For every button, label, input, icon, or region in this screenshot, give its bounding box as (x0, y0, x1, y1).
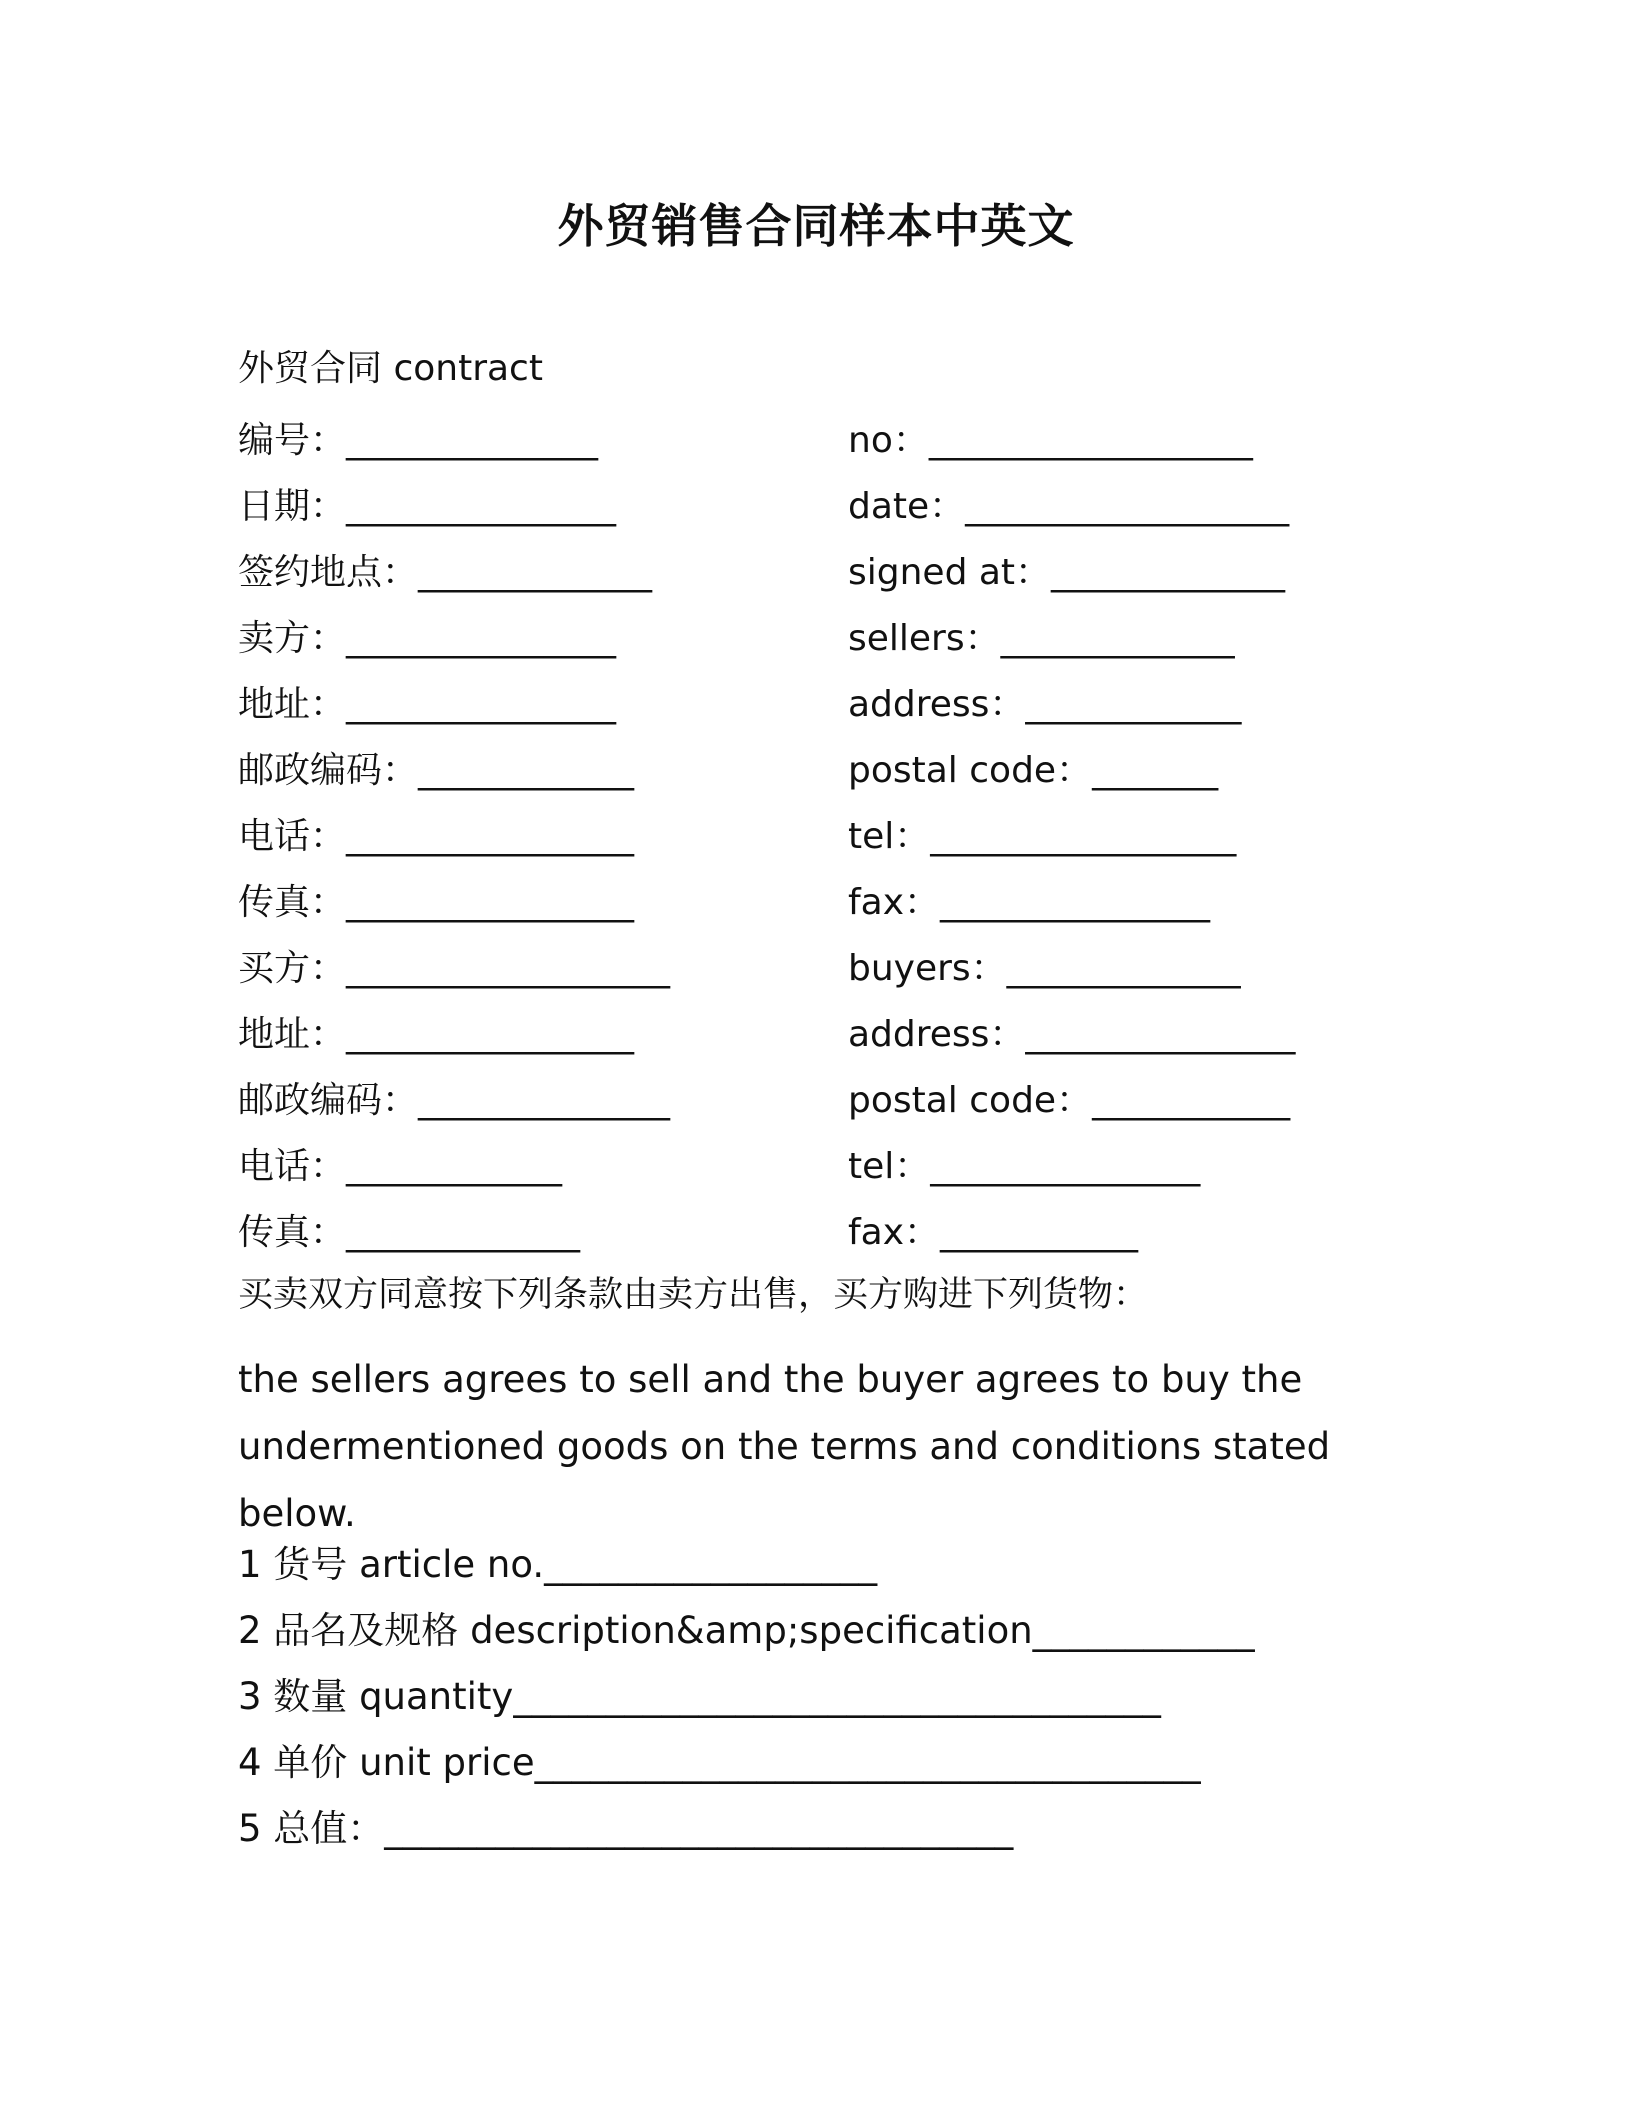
field-right: buyers：_____________ (848, 948, 1241, 989)
paragraph-line: undermentioned goods on the terms and conditions stated (238, 1425, 1331, 1468)
contract-item: 1 货号 article no.__________________ (238, 1543, 878, 1586)
field-row (0, 936, 1632, 1002)
field-row (0, 738, 1632, 804)
field-right: fax：_______________ (848, 882, 1211, 923)
field-row (0, 474, 1632, 540)
field-row (0, 1002, 1632, 1068)
field-left: 签约地点：_____________ (238, 552, 653, 593)
field-right: signed at：_____________ (848, 552, 1286, 593)
field-right: tel：_________________ (848, 816, 1237, 857)
field-row (0, 1068, 1632, 1134)
field-left: 传真：________________ (238, 882, 635, 923)
field-row (0, 1200, 1632, 1266)
field-right: sellers：_____________ (848, 618, 1235, 659)
agreement-statement: 买卖双方同意按下列条款由卖方出售，买方购进下列货物： (238, 1275, 1149, 1315)
field-row (0, 540, 1632, 606)
paragraph-line: the sellers agrees to sell and the buyer agrees to buy the (238, 1358, 1303, 1401)
field-left: 地址：________________ (238, 1014, 635, 1055)
field-left: 地址：_______________ (238, 684, 617, 725)
field-right: address：____________ (848, 684, 1242, 725)
contract-item: 5 总值：__________________________________ (238, 1807, 1014, 1850)
contract-item: 4 单价 unit price____________________________________ (238, 1741, 1201, 1784)
field-left: 日期：_______________ (238, 486, 617, 527)
contract-item: 3 数量 quantity___________________________________ (238, 1675, 1161, 1718)
field-right: date：__________________ (848, 486, 1290, 527)
field-left: 传真：_____________ (238, 1212, 581, 1253)
field-row (0, 672, 1632, 738)
field-right: fax：___________ (848, 1212, 1139, 1253)
field-right: tel：_______________ (848, 1146, 1201, 1187)
field-left: 邮政编码：____________ (238, 750, 635, 791)
field-left: 邮政编码：______________ (238, 1080, 671, 1121)
document-title: 外贸销售合同样本中英文 (557, 199, 1075, 253)
field-left: 编号：______________ (238, 420, 599, 461)
field-left: 买方：__________________ (238, 948, 671, 989)
field-row (0, 804, 1632, 870)
field-left: 电话：____________ (238, 1146, 563, 1187)
field-row (0, 408, 1632, 474)
paragraph-line: below. (238, 1492, 356, 1535)
field-right: postal code：___________ (848, 1080, 1291, 1121)
field-right: no：__________________ (848, 420, 1253, 461)
field-right: postal code：_______ (848, 750, 1219, 791)
field-row (0, 870, 1632, 936)
contract-heading: 外贸合同 contract (238, 348, 543, 389)
field-row (0, 1134, 1632, 1200)
field-left: 卖方：_______________ (238, 618, 617, 659)
field-right: address：_______________ (848, 1014, 1296, 1055)
field-left: 电话：________________ (238, 816, 635, 857)
agreement-paragraph (238, 1346, 1358, 1547)
contract-item: 2 品名及规格 description&amp;specification____________ (238, 1609, 1255, 1652)
field-row (0, 606, 1632, 672)
